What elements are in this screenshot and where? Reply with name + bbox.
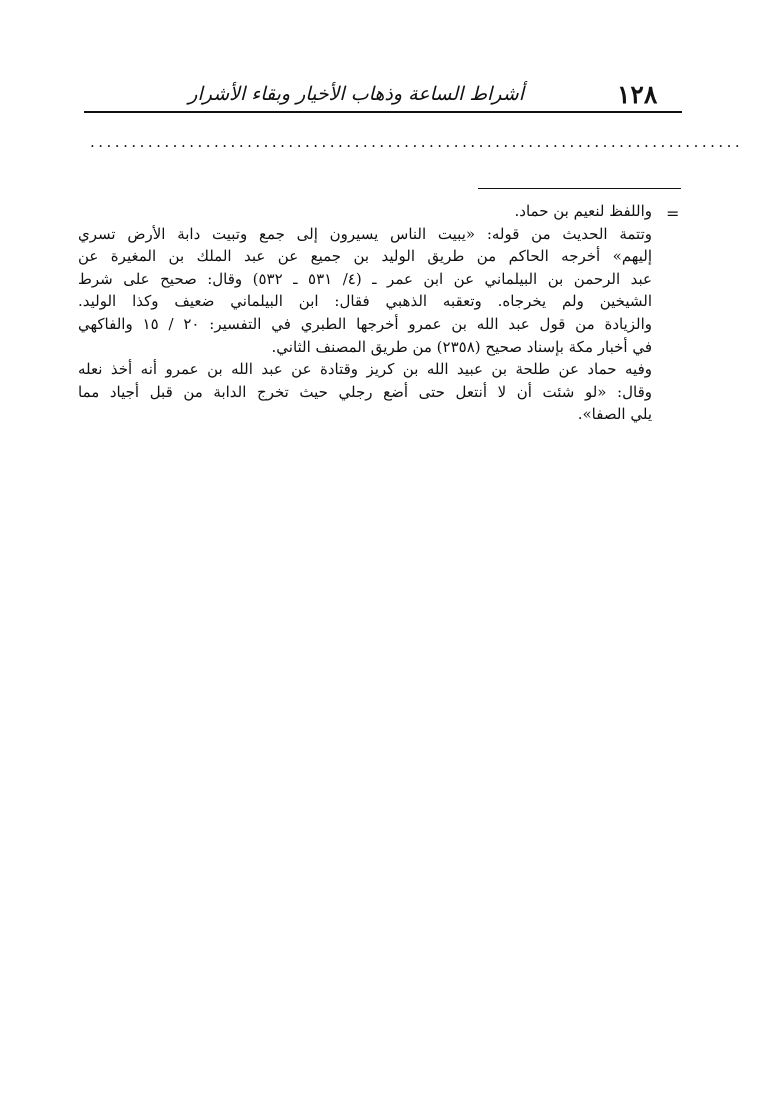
footnote-line: والزيادة من قول عبد الله بن عمرو أخرجها الطبري في التفسير: ٢٠ / ١٥ والفاكهي (78, 314, 652, 333)
footnote-line: واللفظ لنعيم بن حماد. (514, 202, 652, 220)
running-title: أشراط الساعة وذهاب الأخيار وبقاء الأشرار (188, 83, 524, 105)
footnote-block (78, 200, 652, 426)
footnote-line: وفيه حماد عن طلحة بن عبيد الله بن كريز وقتادة عن عبد الله بن عمرو أنه أخذ نعله (78, 360, 652, 379)
footnote-rule (478, 188, 681, 189)
header-rule (84, 111, 682, 113)
footnote-line: الشيخين ولم يخرجاه. وتعقبه الذهبي فقال: ابن البيلماني ضعيف وكذا الوليد. (78, 292, 652, 311)
footnote-line: في أخبار مكة بإسناد صحيح (٢٣٥٨) من طريق المصنف الثاني. (271, 337, 652, 356)
footnote-line: إليهم» أخرجه الحاكم من طريق الوليد بن جميع عن عبد الملك بن المغيرة عن (78, 247, 652, 266)
footnote-line: وتتمة الحديث من قوله: «يبيت الناس يسيرون إلى جمع وتبيت دابة الأرض تسري (78, 224, 652, 243)
footnote-line: وقال: «لو شئت أن لا أنتعل حتى أضع رجلي حيث تخرج الدابة من قبل أجياد مما (78, 382, 652, 401)
footnote-line: عبد الرحمن بن البيلماني عن ابن عمر ـ (٤/ ٥٣١ ـ ٥٣٢) وقال: صحيح على شرط (78, 269, 652, 288)
page-number: ١٢٨ (617, 80, 658, 109)
footnote-line: يلي الصفا». (577, 405, 652, 424)
dotted-separator: ............................................................................... (90, 133, 744, 151)
continuation-mark: = (666, 204, 680, 223)
